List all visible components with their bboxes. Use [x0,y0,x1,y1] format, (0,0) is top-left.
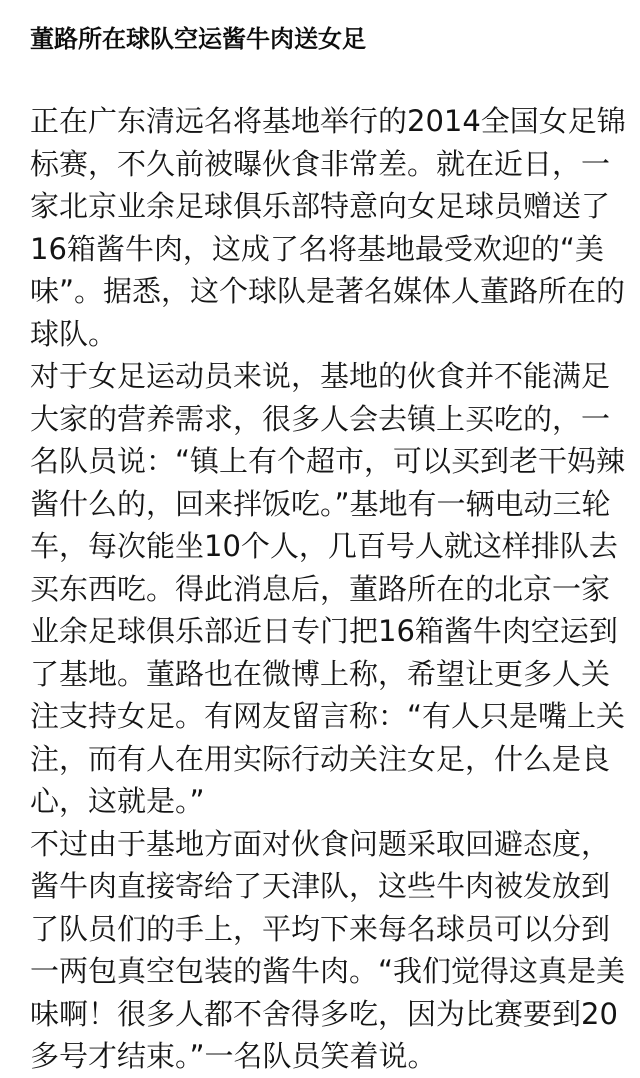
body-line: 了队员们的手上，平均下来每名球员可以分到 [30,911,611,946]
body-line: 正在广东清远名将基地举行的2014全国女足锦 [30,104,626,138]
body-line: 买东西吃。得此消息后，董路所在的北京一家 [30,571,611,606]
article-title: 董路所在球队空运酱牛肉送女足 [30,25,366,53]
body-line: 不过由于基地方面对伙食问题采取回避态度， [30,826,611,861]
body-line: 一两包真空包装的酱牛肉。“我们觉得这真是美 [30,954,626,988]
body-line: 业余足球俱乐部近日专门把16箱酱牛肉空运到 [30,614,618,648]
body-line: 心，这就是。” [30,784,205,818]
body-line: 大家的营养需求，很多人会去镇上买吃的，一 [30,401,611,436]
body-line: 注，而有人在用实际行动关注女足，什么是良 [30,741,611,776]
body-line: 家北京业余足球俱乐部特意向女足球员赠送了 [30,189,611,223]
body-line: 多号才结束。”一名队员笑着说。 [30,1039,437,1073]
body-line: 名队员说：“镇上有个超市，可以买到老干妈辣 [30,444,626,478]
body-line: 味啊！很多人都不舍得多吃，因为比赛要到20 [30,996,618,1031]
body-line: 了基地。董路也在微博上称，希望让更多人关 [30,656,611,691]
body-line: 标赛，不久前被曝伙食非常差。就在近日，一 [30,146,611,181]
body-line: 酱牛肉直接寄给了天津队，这些牛肉被发放到 [30,869,611,903]
article [30,22,626,1078]
body-line: 酱什么的，回来拌饭吃。”基地有一辆电动三轮 [30,486,611,521]
body-line: 味”。据悉，这个球队是著名媒体人董路所在的 [30,274,626,308]
body-line: 对于女足运动员来说，基地的伙食并不能满足 [30,359,611,393]
body-line: 16箱酱牛肉，这成了名将基地最受欢迎的“美 [30,231,604,266]
body-line: 车，每次能坐10个人，几百号人就这样排队去 [30,529,618,563]
body-line: 注支持女足。有网友留言称：“有人只是嘴上关 [30,699,626,733]
body-line: 球队。 [30,316,118,351]
article-body [30,100,626,1078]
